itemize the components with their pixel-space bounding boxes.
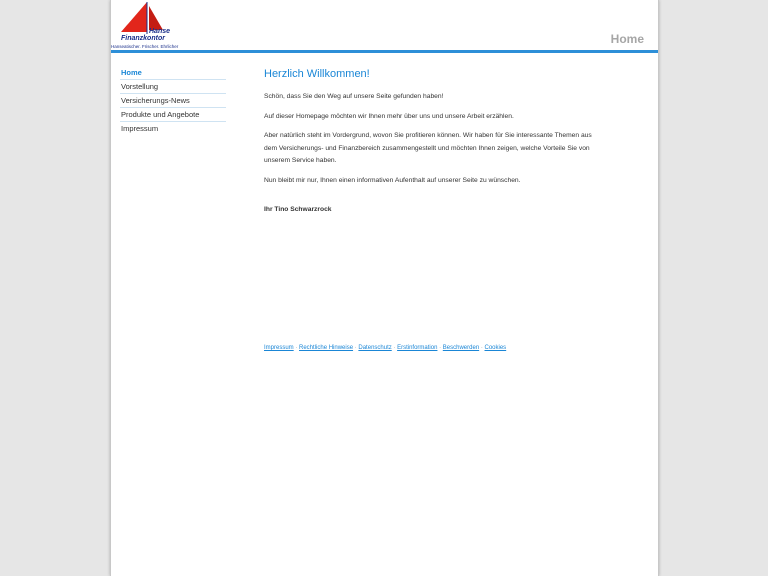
footer-separator: · — [393, 345, 396, 351]
footer-separator: · — [439, 345, 442, 351]
footer-link-erstinformation[interactable]: Erstinformation — [397, 345, 438, 351]
footer-link-impressum[interactable]: Impressum — [264, 345, 294, 351]
page-container — [110, 0, 659, 576]
logo-top-text: Hanse — [149, 28, 171, 35]
footer-link-datenschutz[interactable]: Datenschutz — [358, 345, 392, 351]
footer-link-rechtliche-hinweise[interactable]: Rechtliche Hinweise — [299, 345, 354, 351]
footer-separator: · — [480, 345, 483, 351]
header-divider — [111, 50, 658, 53]
intro-paragraph-3: Aber natürlich steht im Vordergrund, wovon Sie profitieren können. Wir haben für Sie interessante Themen aus dem Versicherungs- und Finanzbereich zusammengestellt und möchten Ihnen zeigen, welche Vorteile Sie von unserem Service haben. — [264, 132, 592, 165]
logo-tagline: Hanseatischer. Frischer. Ehrlicher — [111, 44, 179, 49]
main-content — [264, 68, 594, 213]
footer-links — [264, 345, 506, 351]
hanse-finanzkontor-logo[interactable] — [111, 2, 191, 52]
footer-link-beschwerden[interactable]: Beschwerden — [442, 345, 480, 351]
page-title: Home — [610, 32, 644, 46]
footer-separator: · — [354, 345, 357, 351]
intro-paragraph-2: Auf dieser Homepage möchten wir Ihnen mehr über uns und unsere Arbeit erzählen. — [264, 112, 514, 120]
intro-paragraph-1: Schön, dass Sie den Weg auf unsere Seite gefunden haben! — [264, 93, 444, 100]
nav-item-vorstellung[interactable]: Vorstellung — [120, 80, 226, 94]
nav-item-home[interactable]: Home — [120, 66, 226, 80]
intro-paragraph-4: Nun bleibt mir nur, Ihnen einen informativen Aufenthalt auf unserer Seite zu wünschen. — [264, 176, 521, 184]
footer-separator: · — [295, 345, 298, 351]
signature: Ihr Tino Schwarzrock — [264, 205, 332, 213]
welcome-heading: Herzlich Willkommen! — [264, 68, 370, 80]
sidebar-navigation — [120, 66, 226, 135]
logo-name-text: Finanzkontor — [121, 35, 165, 42]
nav-item-impressum[interactable]: Impressum — [121, 124, 159, 133]
footer-link-cookies[interactable]: Cookies — [484, 345, 507, 351]
nav-item-versicherungs-news[interactable]: Versicherungs-News — [120, 94, 226, 108]
nav-item-produkte-und-angebote[interactable]: Produkte und Angebote — [120, 108, 226, 122]
